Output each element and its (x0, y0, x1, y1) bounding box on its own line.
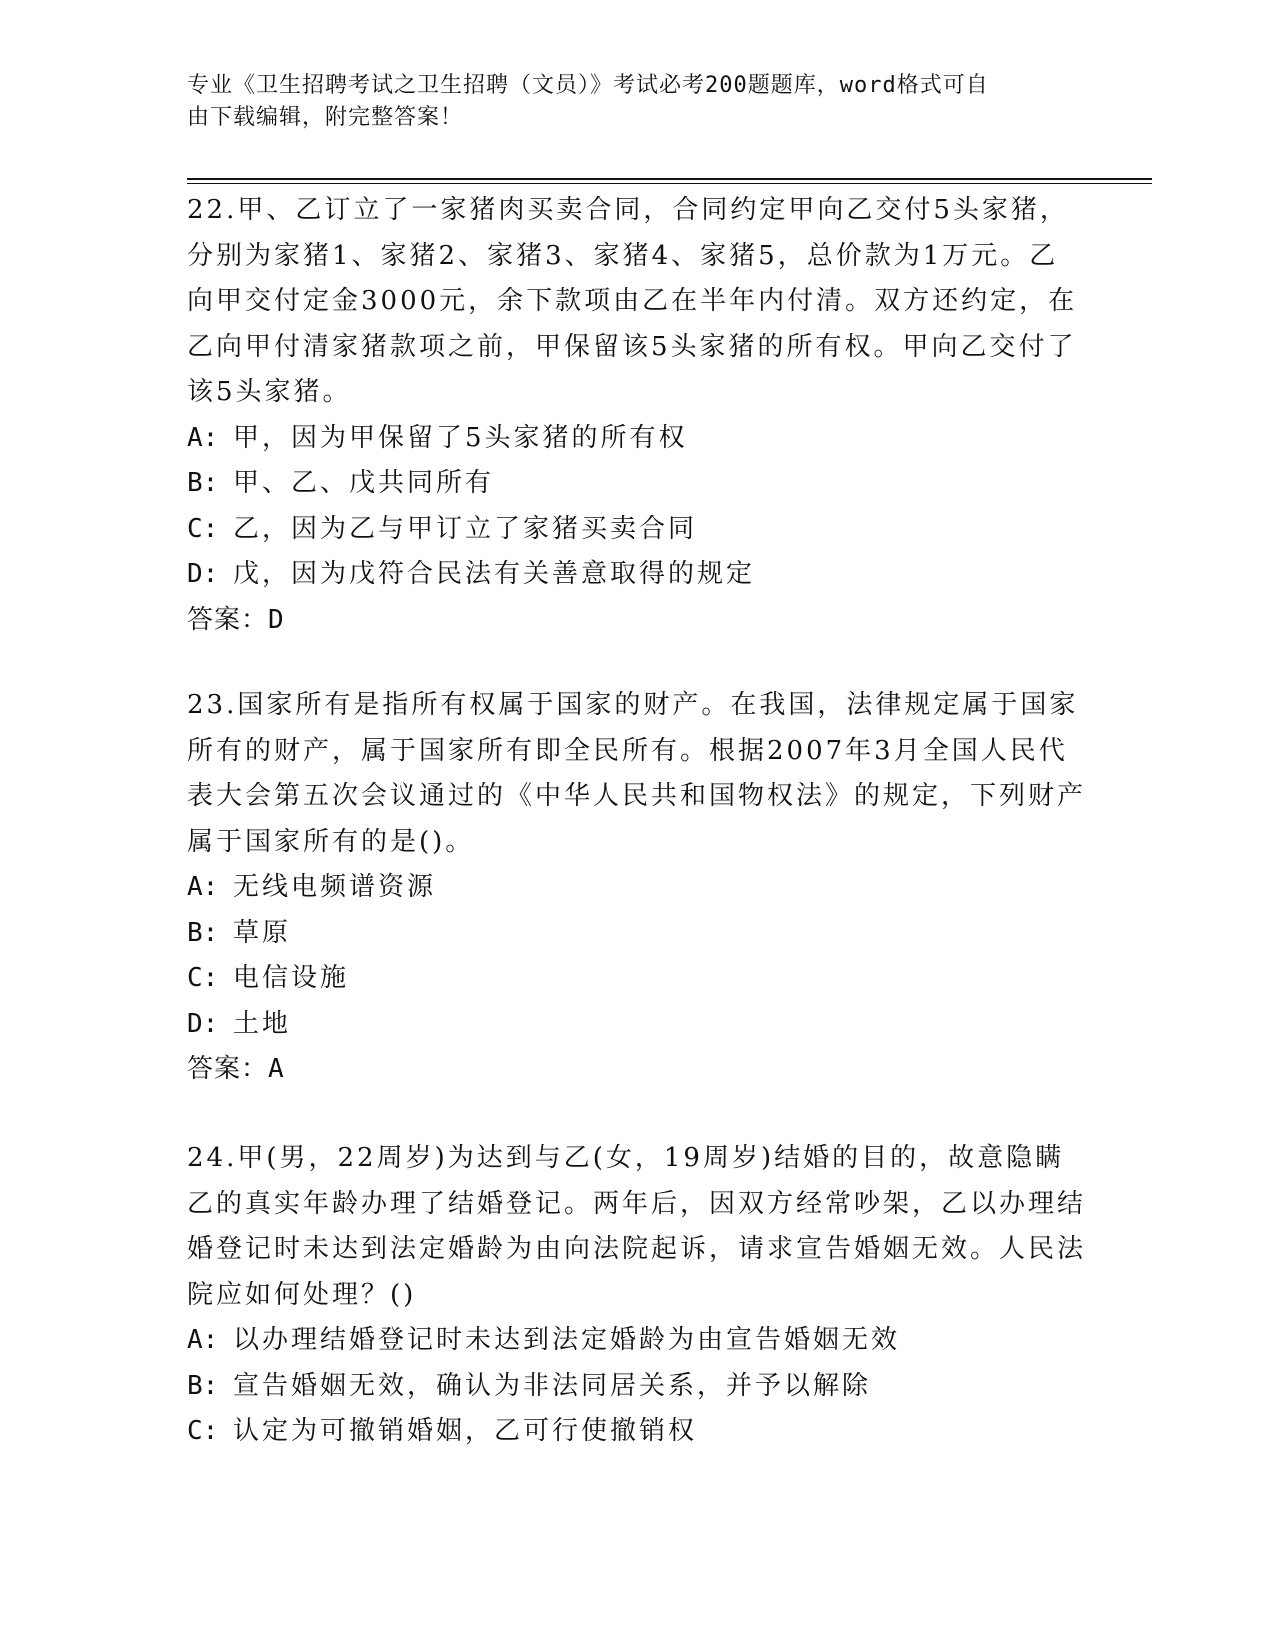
header-divider-thick (187, 178, 1152, 180)
option-text: 草原 (233, 917, 292, 948)
option-d (187, 1002, 1087, 1048)
option-letter: A: (187, 872, 219, 902)
option-letter: A: (187, 1325, 219, 1355)
option-letter: B: (187, 917, 219, 948)
option-b (187, 911, 1087, 957)
option-text: 以办理结婚登记时未达到法定婚龄为由宣告婚姻无效 (233, 1325, 901, 1355)
option-letter: D: (187, 559, 219, 589)
option-letter: C: (187, 963, 219, 993)
option-a (187, 416, 1087, 462)
option-text: 认定为可撤销婚姻，乙可行使撤销权 (233, 1416, 698, 1446)
option-letter: C: (187, 513, 219, 544)
option-text: 戊，因为戊符合民法有关善意取得的规定 (233, 559, 756, 589)
option-text: 无线电频谱资源 (233, 872, 437, 902)
option-letter: D: (187, 1008, 219, 1039)
option-b (187, 1364, 1087, 1410)
question-22 (187, 188, 1087, 643)
option-b (187, 461, 1087, 507)
option-text: 土地 (233, 1008, 292, 1039)
question-24 (187, 1136, 1087, 1455)
answer-value: A (268, 1054, 285, 1084)
question-text: 22.甲、乙订立了一家猪肉买卖合同，合同约定甲向乙交付5头家猪，分别为家猪1、家猪2、家猪3、家猪4、家猪5，总价款为1万元。乙向甲交付定金3000元，余下款项由乙在半年内付清。双方还约定，在乙向甲付清家猪款项之前，甲保留该5头家猪的所有权。甲向乙交付了该5头家猪。 (187, 195, 1078, 407)
answer-label: 答案： (187, 604, 269, 635)
option-c (187, 1409, 1087, 1455)
option-text: 甲，因为甲保留了5头家猪的所有权 (233, 422, 688, 453)
option-a (187, 1318, 1087, 1364)
option-c (187, 507, 1087, 553)
answer-label: 答案： (187, 1054, 269, 1084)
answer-line (187, 598, 1087, 644)
option-d (187, 552, 1087, 598)
header-line-1: 专业《卫生招聘考试之卫生招聘（文员）》考试必考200题题库，word格式可自 (187, 73, 989, 98)
question-text: 23.国家所有是指所有权属于国家的财产。在我国，法律规定属于国家所有的财产，属于国家所有即全民所有。根据2007年3月全国人民代表大会第五次会议通过的《中华人民共和国物权法》的规定，下列财产属于国家所有的是()。 (187, 690, 1087, 857)
option-letter: A: (187, 422, 219, 453)
option-text: 宣告婚姻无效，确认为非法同居关系，并予以解除 (233, 1370, 872, 1401)
option-a (187, 865, 1087, 911)
document-header (187, 70, 1077, 134)
question-23 (187, 683, 1087, 1093)
option-c (187, 956, 1087, 1002)
option-text: 电信设施 (233, 963, 350, 993)
answer-value: D (268, 604, 285, 635)
header-line-2: 由下载编辑，附完整答案！ (187, 105, 464, 130)
option-text: 乙，因为乙与甲订立了家猪买卖合同 (233, 513, 698, 544)
option-letter: C: (187, 1416, 219, 1446)
option-text: 甲、乙、戊共同所有 (233, 468, 495, 498)
option-letter: B: (187, 468, 219, 498)
question-text: 24.甲(男，22周岁)为达到与乙(女，19周岁)结婚的目的，故意隐瞒乙的真实年龄办理了结婚登记。两年后，因双方经常吵架，乙以办理结婚登记时未达到法定婚龄为由向法院起诉，请求宣告婚姻无效。人民法院应如何处理？() (187, 1143, 1087, 1310)
header-divider-thin (187, 183, 1152, 184)
answer-line (187, 1047, 1087, 1093)
option-letter: B: (187, 1370, 219, 1401)
